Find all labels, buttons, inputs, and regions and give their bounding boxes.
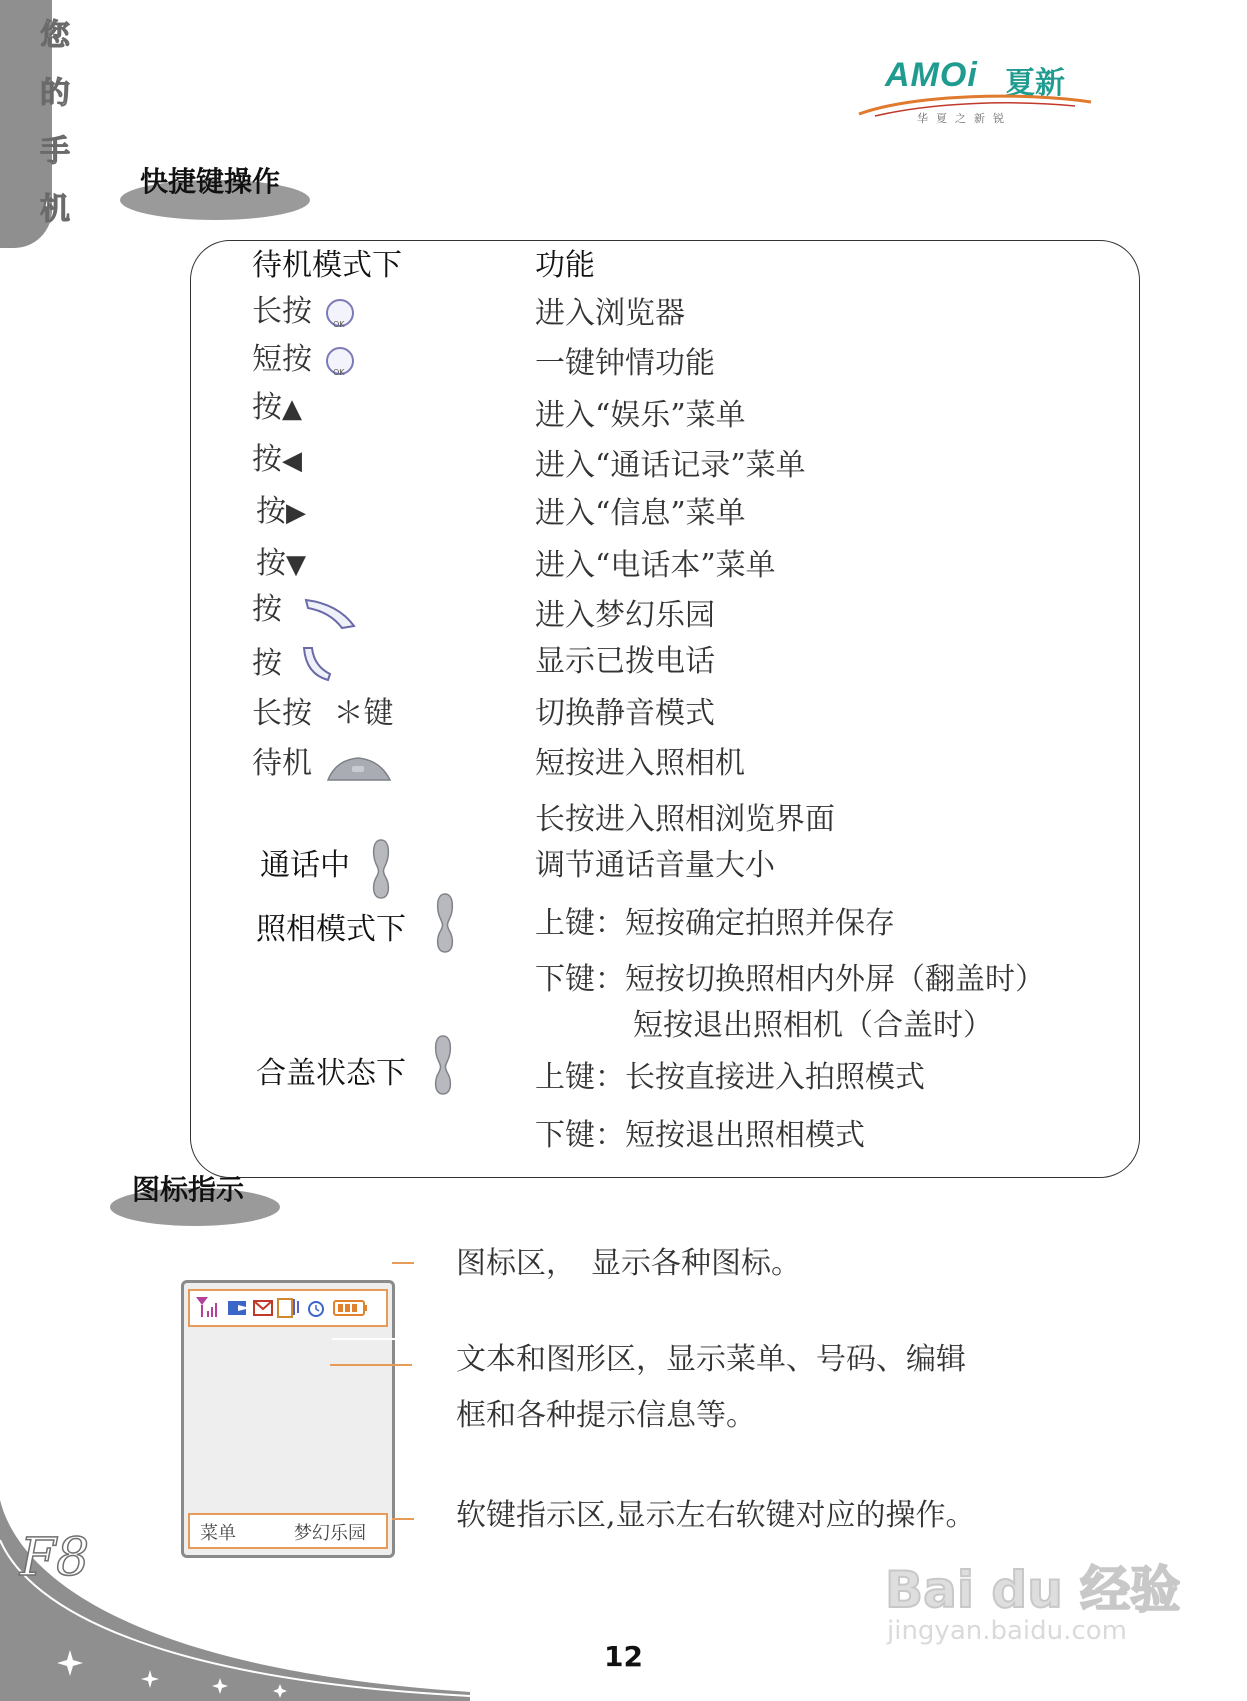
function-text: 上键：短按确定拍照并保存 [535, 906, 895, 941]
end-key-icon [302, 596, 358, 632]
key-action: 按 [252, 592, 282, 627]
table-row [252, 696, 394, 732]
function-text: 切换静音模式 [535, 696, 715, 731]
softkey-area-description: 软键指示区,显示左右软键对应的操作。 [456, 1498, 976, 1533]
table-row [252, 390, 302, 427]
table-row [252, 592, 282, 628]
function-text: 进入“信息”菜单 [535, 496, 746, 531]
softkey-left: 菜单 [200, 1523, 236, 1544]
logo-chinese: 夏新 [1005, 66, 1065, 101]
down-arrow-icon: ▼ [286, 550, 306, 580]
page-number: 12 [604, 1640, 643, 1673]
watermark-main: Bai du 经验 [885, 1561, 1181, 1619]
table-row [256, 494, 306, 531]
icon-area-description: 图标区， 显示各种图标。 [456, 1246, 801, 1281]
ok-key-icon [326, 299, 354, 327]
function-text: 长按进入照相浏览界面 [535, 802, 835, 837]
mode-label-in-call: 通话中 [260, 848, 350, 883]
key-action: 按 [252, 390, 282, 425]
table-row [252, 342, 354, 378]
alarm-icon [309, 1302, 323, 1316]
mode-label-camera: 照相模式下 [256, 912, 406, 947]
side-tab-char: 您 [40, 18, 70, 53]
logo-slogan: 华夏之新锐 [917, 112, 1012, 125]
brand-logo [855, 52, 1095, 132]
watermark-url: jingyan.baidu.com [887, 1616, 1127, 1646]
text-area-description-cont: 框和各种提示信息等。 [456, 1398, 756, 1433]
send-key-icon [298, 644, 338, 684]
leader-line [330, 1364, 412, 1366]
side-tab-char: 机 [40, 192, 70, 227]
function-text: 下键：短按切换照相内外屏（翻盖时） [535, 962, 1045, 997]
baidu-watermark [885, 1550, 1185, 1660]
side-tab-char: 的 [40, 76, 70, 111]
key-action: 按 [252, 442, 282, 477]
battery-icon [334, 1301, 367, 1315]
left-arrow-icon: ◀ [282, 446, 302, 476]
side-tab-char: 手 [40, 134, 70, 169]
leader-line [392, 1262, 414, 1264]
function-text: 进入“通话记录”菜单 [535, 448, 806, 483]
table-row [252, 646, 282, 682]
key-action: 待机 [252, 746, 312, 781]
signal-icon [196, 1297, 217, 1317]
star-key-label: ＊键 [333, 696, 394, 731]
function-text: 调节通话音量大小 [535, 848, 775, 883]
up-arrow-icon: ▲ [282, 394, 302, 424]
table-header-function: 功能 [535, 248, 595, 283]
section-title-icons: 图标指示 [132, 1173, 245, 1206]
ok-key-icon [326, 347, 354, 375]
ring-icon [278, 1299, 298, 1317]
key-action: 按 [256, 546, 286, 581]
table-row [252, 746, 312, 782]
key-action: 按 [256, 494, 286, 529]
status-icon-area [188, 1289, 388, 1327]
function-text: 进入梦幻乐园 [535, 598, 715, 633]
table-row [256, 546, 306, 583]
section-title-shortcuts: 快捷键操作 [140, 165, 281, 198]
mode-label-closed: 合盖状态下 [256, 1056, 406, 1091]
text-area-marker [332, 1338, 408, 1340]
function-text: 短按退出照相机（合盖时） [633, 1008, 993, 1043]
key-action: 短按 [252, 342, 312, 377]
key-action: 长按 [252, 696, 312, 731]
key-action: 长按 [252, 294, 312, 329]
right-arrow-icon: ▶ [286, 498, 306, 528]
volume-key-icon [434, 892, 456, 954]
logo-word: AMOi [885, 56, 978, 94]
function-text: 显示已拨电话 [535, 644, 715, 679]
message-icon [254, 1301, 272, 1315]
volume-key-icon [370, 838, 392, 900]
table-header-mode: 待机模式下 [252, 248, 402, 283]
softkey-right: 梦幻乐园 [294, 1523, 366, 1544]
volume-key-icon [432, 1034, 454, 1096]
function-text: 进入浏览器 [535, 296, 685, 331]
function-text: 进入“电话本”菜单 [535, 548, 776, 583]
text-area-description: 文本和图形区，显示菜单、号码、编辑 [456, 1342, 966, 1377]
function-text: 上键：长按直接进入拍照模式 [535, 1060, 925, 1095]
divert-icon [228, 1301, 250, 1315]
function-text: 下键：短按退出照相模式 [535, 1118, 865, 1153]
function-text: 进入“娱乐”菜单 [535, 398, 746, 433]
table-row [252, 294, 354, 330]
function-text: 短按进入照相机 [535, 746, 745, 781]
model-name: F8 [20, 1528, 90, 1588]
key-action: 按 [252, 646, 282, 681]
function-text: 一键钟情功能 [535, 346, 715, 381]
status-icons [190, 1291, 386, 1325]
table-row [252, 442, 302, 479]
camera-key-icon [326, 754, 392, 786]
